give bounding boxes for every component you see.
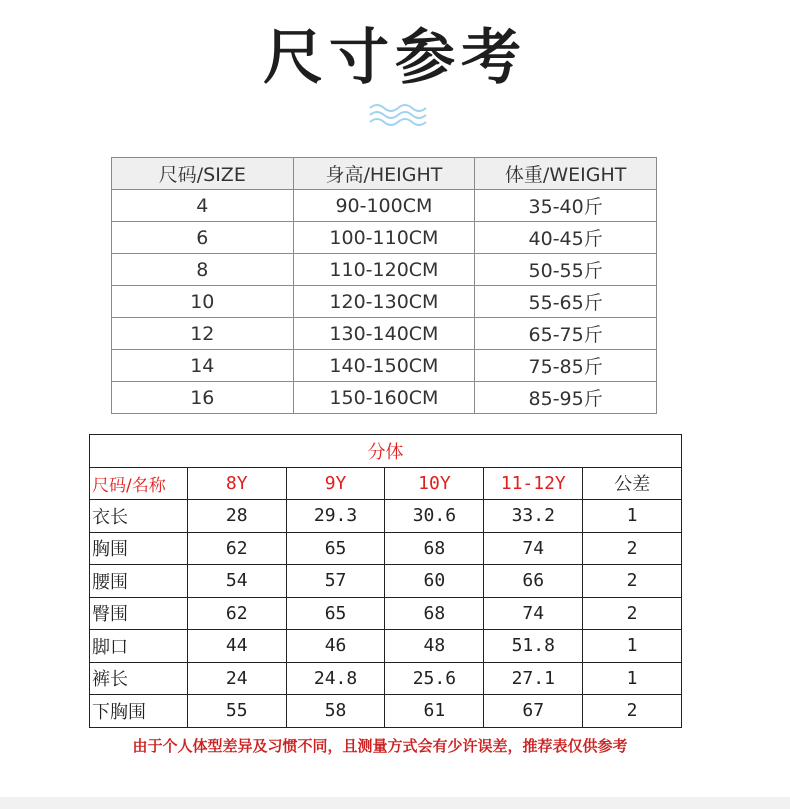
table-row xyxy=(90,630,682,663)
table-cell: 48 xyxy=(385,630,484,663)
table-cell: 100-110CM xyxy=(293,222,475,254)
column-header: 体重/WEIGHT xyxy=(475,158,657,190)
table-cell: 14 xyxy=(112,350,294,382)
table-cell: 110-120CM xyxy=(293,254,475,286)
table-cell: 85-95斤 xyxy=(475,382,657,414)
table-cell: 46 xyxy=(286,630,385,663)
table-cell: 25.6 xyxy=(385,662,484,695)
table-row xyxy=(90,500,682,533)
table-cell: 58 xyxy=(286,695,385,728)
table-cell: 44 xyxy=(187,630,286,663)
table-cell: 65 xyxy=(286,532,385,565)
table-cell: 8 xyxy=(112,254,294,286)
row-label: 臀围 xyxy=(90,597,188,630)
table-cell: 2 xyxy=(583,597,682,630)
column-header: 尺码/名称 xyxy=(90,467,188,500)
table-cell: 35-40斤 xyxy=(475,190,657,222)
column-header: 11-12Y xyxy=(484,467,583,500)
column-header: 8Y xyxy=(187,467,286,500)
table-cell: 120-130CM xyxy=(293,286,475,318)
table-cell: 68 xyxy=(385,532,484,565)
table-cell: 10 xyxy=(112,286,294,318)
table-cell: 60 xyxy=(385,565,484,598)
table-cell: 62 xyxy=(187,532,286,565)
table-cell: 51.8 xyxy=(484,630,583,663)
table-cell: 16 xyxy=(112,382,294,414)
table-cell: 57 xyxy=(286,565,385,598)
row-label: 腰围 xyxy=(90,565,188,598)
table-row xyxy=(112,286,657,318)
table-cell: 90-100CM xyxy=(293,190,475,222)
row-label: 裤长 xyxy=(90,662,188,695)
row-label: 下胸围 xyxy=(90,695,188,728)
table-row xyxy=(90,695,682,728)
table-cell: 2 xyxy=(583,565,682,598)
table-cell: 150-160CM xyxy=(293,382,475,414)
table-cell: 74 xyxy=(484,597,583,630)
table-cell: 30.6 xyxy=(385,500,484,533)
table-banner: 分体 xyxy=(90,435,682,468)
table-cell: 1 xyxy=(583,500,682,533)
table-cell: 74 xyxy=(484,532,583,565)
table-cell: 28 xyxy=(187,500,286,533)
table-cell: 55 xyxy=(187,695,286,728)
column-header: 身高/HEIGHT xyxy=(293,158,475,190)
row-label: 脚口 xyxy=(90,630,188,663)
table-row xyxy=(112,190,657,222)
table-cell: 6 xyxy=(112,222,294,254)
column-header: 尺码/SIZE xyxy=(112,158,294,190)
table-row xyxy=(112,350,657,382)
table-cell: 75-85斤 xyxy=(475,350,657,382)
table-cell: 55-65斤 xyxy=(475,286,657,318)
table-cell: 65-75斤 xyxy=(475,318,657,350)
bottom-strip xyxy=(0,797,790,809)
table-row xyxy=(112,254,657,286)
table-cell: 61 xyxy=(385,695,484,728)
table-row xyxy=(90,565,682,598)
column-header: 公差 xyxy=(583,467,682,500)
table-cell: 2 xyxy=(583,695,682,728)
page-title: 尺寸参考 xyxy=(263,23,527,93)
table-cell: 40-45斤 xyxy=(475,222,657,254)
column-header: 10Y xyxy=(385,467,484,500)
row-label: 衣长 xyxy=(90,500,188,533)
table-row xyxy=(90,532,682,565)
size-height-weight-table xyxy=(111,157,657,414)
table-cell: 24.8 xyxy=(286,662,385,695)
table-banner-row xyxy=(90,435,682,468)
table-row xyxy=(90,662,682,695)
table-cell: 12 xyxy=(112,318,294,350)
table-cell: 66 xyxy=(484,565,583,598)
table-cell: 2 xyxy=(583,532,682,565)
garment-measurement-table xyxy=(89,434,682,728)
table-cell: 1 xyxy=(583,630,682,663)
table-cell: 50-55斤 xyxy=(475,254,657,286)
table-cell: 29.3 xyxy=(286,500,385,533)
table-header-row xyxy=(90,467,682,500)
table-cell: 68 xyxy=(385,597,484,630)
table-cell: 24 xyxy=(187,662,286,695)
table-cell: 33.2 xyxy=(484,500,583,533)
table-cell: 65 xyxy=(286,597,385,630)
table-cell: 62 xyxy=(187,597,286,630)
row-label: 胸围 xyxy=(90,532,188,565)
column-header: 9Y xyxy=(286,467,385,500)
table-cell: 54 xyxy=(187,565,286,598)
table-cell: 27.1 xyxy=(484,662,583,695)
wave-icon xyxy=(368,100,428,130)
table-row xyxy=(112,382,657,414)
table-row xyxy=(112,222,657,254)
disclaimer-note: 由于个人体型差异及习惯不同，且测量方式会有少许误差，推荐表仅供参考 xyxy=(132,737,628,755)
table-cell: 1 xyxy=(583,662,682,695)
table-cell: 130-140CM xyxy=(293,318,475,350)
table-header-row xyxy=(112,158,657,190)
table-cell: 67 xyxy=(484,695,583,728)
table-cell: 140-150CM xyxy=(293,350,475,382)
table-cell: 4 xyxy=(112,190,294,222)
table-row xyxy=(112,318,657,350)
table-row xyxy=(90,597,682,630)
